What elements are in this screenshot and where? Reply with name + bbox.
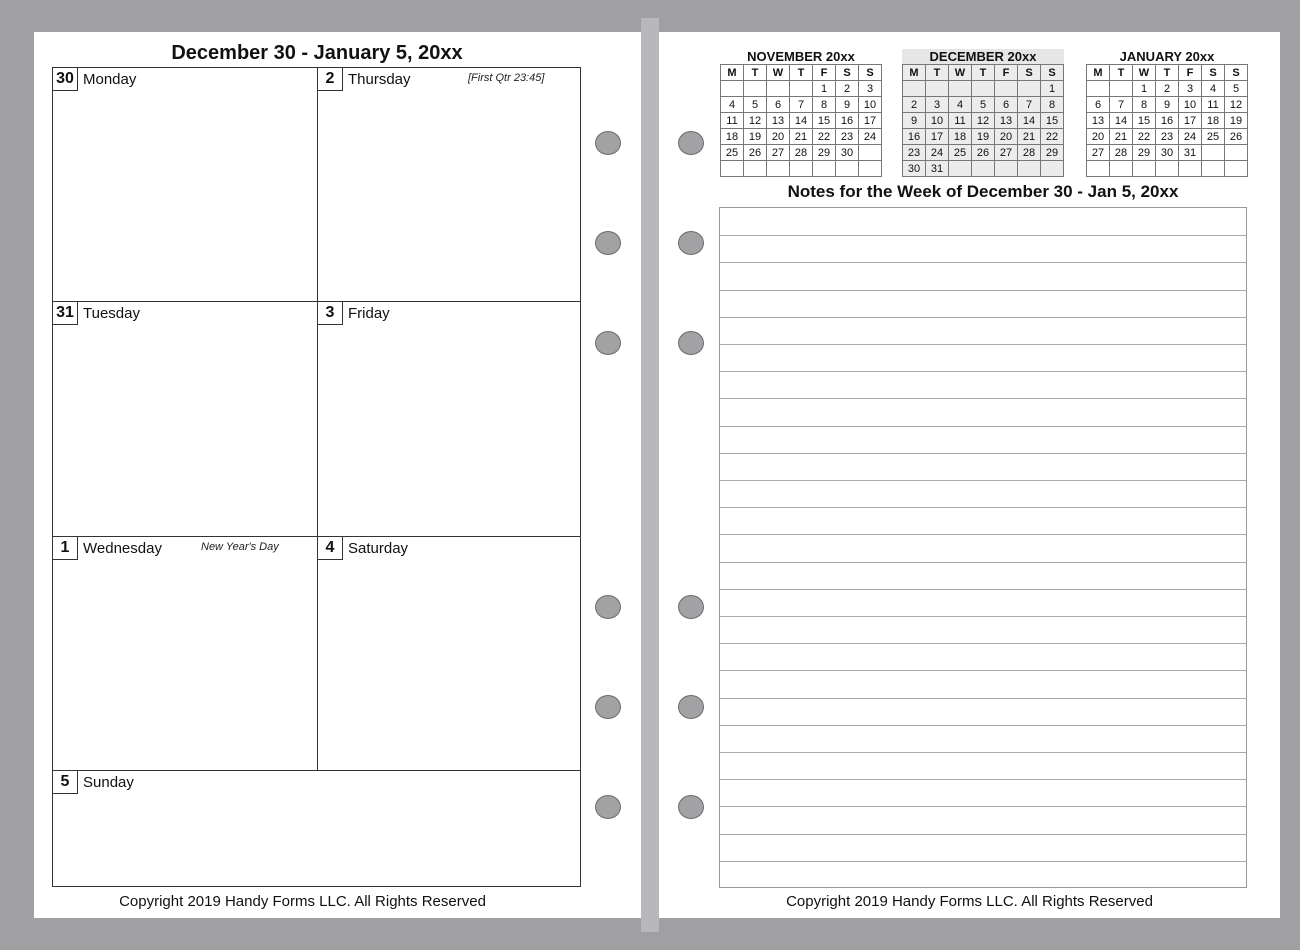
calendar-day[interactable]: 9 xyxy=(836,97,859,113)
ruled-line xyxy=(720,725,1246,726)
calendar-day[interactable]: 15 xyxy=(1133,113,1156,129)
ruled-line xyxy=(720,398,1246,399)
calendar-day[interactable]: 22 xyxy=(1041,129,1064,145)
calendar-day xyxy=(903,81,926,97)
ruled-line xyxy=(720,670,1246,671)
weekday-header: T xyxy=(790,65,813,81)
holiday-note: New Year's Day xyxy=(201,541,279,553)
calendar-day[interactable]: 10 xyxy=(926,113,949,129)
day-cell-monday[interactable] xyxy=(53,68,317,301)
calendar-day[interactable]: 28 xyxy=(790,145,813,161)
calendar-day[interactable]: 2 xyxy=(836,81,859,97)
weekday-header: T xyxy=(1110,65,1133,81)
calendar-day[interactable]: 31 xyxy=(926,161,949,177)
calendar-week-row xyxy=(721,113,882,129)
ruled-line xyxy=(720,344,1246,345)
calendar-week-row xyxy=(721,145,882,161)
ruled-line xyxy=(720,861,1246,862)
notes-lined-area[interactable] xyxy=(719,207,1247,888)
calendar-day[interactable]: 24 xyxy=(926,145,949,161)
calendar-day[interactable]: 14 xyxy=(1110,113,1133,129)
calendar-day xyxy=(1018,81,1041,97)
calendar-day xyxy=(859,161,882,177)
calendar-week-row xyxy=(903,97,1064,113)
calendar-day[interactable]: 5 xyxy=(972,97,995,113)
calendar-day[interactable]: 24 xyxy=(1179,129,1202,145)
calendar-day[interactable]: 29 xyxy=(1133,145,1156,161)
ruled-line xyxy=(720,426,1246,427)
mini-calendar-december xyxy=(902,49,1064,177)
calendar-day[interactable]: 12 xyxy=(744,113,767,129)
calendar-week-row xyxy=(903,129,1064,145)
calendar-day[interactable]: 1 xyxy=(1041,81,1064,97)
calendar-day xyxy=(744,161,767,177)
calendar-day[interactable]: 18 xyxy=(949,129,972,145)
calendar-grid xyxy=(902,64,1064,177)
week-title: December 30 - January 5, 20xx xyxy=(171,42,463,64)
ruled-line xyxy=(720,507,1246,508)
weekday-header: S xyxy=(836,65,859,81)
ruled-line xyxy=(720,371,1246,372)
calendar-day[interactable]: 28 xyxy=(1110,145,1133,161)
ruled-line xyxy=(720,643,1246,644)
calendar-day[interactable]: 16 xyxy=(836,113,859,129)
binder-hole-icon xyxy=(678,231,704,255)
day-name: Monday xyxy=(83,71,137,88)
calendar-day[interactable]: 16 xyxy=(1156,113,1179,129)
calendar-day[interactable]: 14 xyxy=(790,113,813,129)
weekday-header: W xyxy=(767,65,790,81)
calendar-day xyxy=(1087,161,1110,177)
ruled-line xyxy=(720,480,1246,481)
day-number: 2 xyxy=(318,68,343,91)
calendar-day xyxy=(1133,161,1156,177)
day-number: 30 xyxy=(53,68,78,91)
weekday-header: S xyxy=(1018,65,1041,81)
calendar-day xyxy=(790,81,813,97)
calendar-day xyxy=(813,161,836,177)
calendar-day[interactable]: 1 xyxy=(813,81,836,97)
calendar-day[interactable]: 21 xyxy=(1018,129,1041,145)
calendar-week-row xyxy=(903,145,1064,161)
calendar-day[interactable]: 4 xyxy=(949,97,972,113)
calendar-day[interactable]: 11 xyxy=(1202,97,1225,113)
ruled-line xyxy=(720,453,1246,454)
ruled-line xyxy=(720,806,1246,807)
binder-hole-icon xyxy=(678,595,704,619)
calendar-day[interactable]: 3 xyxy=(859,81,882,97)
day-cell-wednesday[interactable] xyxy=(53,537,317,770)
day-name: Friday xyxy=(348,305,390,322)
calendar-day[interactable]: 30 xyxy=(903,161,926,177)
copyright-footer: Copyright 2019 Handy Forms LLC. All Rights Reserved xyxy=(119,893,486,910)
calendar-day[interactable]: 10 xyxy=(859,97,882,113)
ruled-line xyxy=(720,698,1246,699)
calendar-day[interactable]: 10 xyxy=(1179,97,1202,113)
calendar-day[interactable]: 25 xyxy=(949,145,972,161)
calendar-weekday-row xyxy=(1087,65,1248,81)
calendar-day[interactable]: 12 xyxy=(972,113,995,129)
calendar-week-row xyxy=(1087,97,1248,113)
calendar-day[interactable]: 6 xyxy=(767,97,790,113)
calendar-day[interactable]: 8 xyxy=(1133,97,1156,113)
calendar-day xyxy=(1225,161,1248,177)
calendar-day xyxy=(767,81,790,97)
calendar-day[interactable]: 22 xyxy=(1133,129,1156,145)
calendar-day[interactable]: 26 xyxy=(744,145,767,161)
weekday-header: M xyxy=(1087,65,1110,81)
calendar-day xyxy=(1202,145,1225,161)
binder-hole-icon xyxy=(595,795,621,819)
mini-calendar-november xyxy=(720,49,882,177)
calendar-day[interactable]: 20 xyxy=(1087,129,1110,145)
calendar-day xyxy=(972,161,995,177)
calendar-day xyxy=(995,161,1018,177)
day-number: 3 xyxy=(318,302,343,325)
day-name: Tuesday xyxy=(83,305,140,322)
calendar-day[interactable]: 8 xyxy=(813,97,836,113)
weekday-header: S xyxy=(859,65,882,81)
binder-hole-icon xyxy=(595,331,621,355)
calendar-day[interactable]: 30 xyxy=(836,145,859,161)
day-name: Saturday xyxy=(348,540,409,557)
calendar-day xyxy=(949,81,972,97)
calendar-day[interactable]: 17 xyxy=(926,129,949,145)
weekday-header: F xyxy=(995,65,1018,81)
calendar-day[interactable]: 19 xyxy=(972,129,995,145)
calendar-week-row xyxy=(1087,129,1248,145)
binder-hole-icon xyxy=(595,695,621,719)
calendar-week-row xyxy=(721,161,882,177)
calendar-day[interactable]: 13 xyxy=(995,113,1018,129)
calendar-day[interactable]: 29 xyxy=(1041,145,1064,161)
calendar-day[interactable]: 17 xyxy=(859,113,882,129)
calendar-day xyxy=(949,161,972,177)
calendar-day[interactable]: 19 xyxy=(1225,113,1248,129)
weekday-header: M xyxy=(903,65,926,81)
calendar-day xyxy=(836,161,859,177)
calendar-day[interactable]: 3 xyxy=(926,97,949,113)
ruled-line xyxy=(720,317,1246,318)
calendar-day[interactable]: 2 xyxy=(903,97,926,113)
calendar-day xyxy=(859,145,882,161)
calendar-week-row xyxy=(903,161,1064,177)
binder-hole-icon xyxy=(678,795,704,819)
calendar-day[interactable]: 22 xyxy=(813,129,836,145)
day-grid xyxy=(52,67,581,887)
ruled-line xyxy=(720,752,1246,753)
ruled-line xyxy=(720,779,1246,780)
weekday-header: T xyxy=(972,65,995,81)
calendar-grid xyxy=(1086,64,1248,177)
calendar-month-title: JANUARY 20xx xyxy=(1119,49,1215,64)
calendar-day[interactable]: 20 xyxy=(995,129,1018,145)
calendar-day[interactable]: 26 xyxy=(972,145,995,161)
calendar-day[interactable]: 19 xyxy=(744,129,767,145)
calendar-week-row xyxy=(1087,161,1248,177)
calendar-day[interactable]: 18 xyxy=(1202,113,1225,129)
calendar-day[interactable]: 24 xyxy=(859,129,882,145)
calendar-day[interactable]: 12 xyxy=(1225,97,1248,113)
ruled-line xyxy=(720,616,1246,617)
calendar-day[interactable]: 30 xyxy=(1156,145,1179,161)
calendar-day[interactable]: 31 xyxy=(1179,145,1202,161)
day-number: 4 xyxy=(318,537,343,560)
mini-calendar-january xyxy=(1086,49,1248,177)
ruled-line xyxy=(720,290,1246,291)
calendar-day xyxy=(1225,145,1248,161)
binder-hole-icon xyxy=(678,695,704,719)
calendar-day[interactable]: 7 xyxy=(790,97,813,113)
calendar-weekday-row xyxy=(721,65,882,81)
calendar-week-row xyxy=(903,113,1064,129)
day-name: Wednesday xyxy=(83,540,162,557)
calendar-day[interactable]: 9 xyxy=(1156,97,1179,113)
calendar-day[interactable]: 27 xyxy=(995,145,1018,161)
calendar-day[interactable]: 1 xyxy=(1133,81,1156,97)
ruled-line xyxy=(720,834,1246,835)
calendar-day[interactable]: 3 xyxy=(1179,81,1202,97)
calendar-day[interactable]: 26 xyxy=(1225,129,1248,145)
day-number: 1 xyxy=(53,537,78,560)
calendar-day xyxy=(972,81,995,97)
day-cell-tuesday[interactable] xyxy=(53,302,317,536)
calendar-day[interactable]: 9 xyxy=(903,113,926,129)
calendar-day[interactable]: 14 xyxy=(1018,113,1041,129)
calendar-day xyxy=(744,81,767,97)
weekday-header: T xyxy=(744,65,767,81)
binder-hole-icon xyxy=(678,331,704,355)
calendar-day xyxy=(790,161,813,177)
calendar-day xyxy=(1018,161,1041,177)
calendar-day xyxy=(995,81,1018,97)
weekday-header: S xyxy=(1041,65,1064,81)
calendar-day[interactable]: 25 xyxy=(721,145,744,161)
day-number: 5 xyxy=(53,771,78,794)
calendar-week-row xyxy=(721,81,882,97)
calendar-day[interactable]: 5 xyxy=(1225,81,1248,97)
calendar-day[interactable]: 27 xyxy=(1087,145,1110,161)
day-cell-sunday[interactable] xyxy=(53,771,581,886)
calendar-month-title: NOVEMBER 20xx xyxy=(747,49,855,64)
calendar-day xyxy=(1041,161,1064,177)
weekly-planner-page xyxy=(34,32,641,918)
calendar-day xyxy=(767,161,790,177)
binder-gutter xyxy=(641,18,659,932)
calendar-day[interactable]: 17 xyxy=(1179,113,1202,129)
ruled-line xyxy=(720,562,1246,563)
day-name: Sunday xyxy=(83,774,134,791)
calendar-week-row xyxy=(721,97,882,113)
calendar-day xyxy=(1202,161,1225,177)
calendar-day[interactable]: 6 xyxy=(995,97,1018,113)
calendar-day[interactable]: 13 xyxy=(1087,113,1110,129)
day-name: Thursday xyxy=(348,71,411,88)
calendar-day[interactable]: 7 xyxy=(1110,97,1133,113)
calendar-grid xyxy=(720,64,882,177)
calendar-day[interactable]: 8 xyxy=(1041,97,1064,113)
ruled-line xyxy=(720,589,1246,590)
calendar-week-row xyxy=(1087,81,1248,97)
binder-hole-icon xyxy=(595,231,621,255)
calendar-week-row xyxy=(1087,145,1248,161)
calendar-week-row xyxy=(903,81,1064,97)
calendar-day[interactable]: 21 xyxy=(790,129,813,145)
calendar-day[interactable]: 29 xyxy=(813,145,836,161)
ruled-line xyxy=(720,534,1246,535)
notes-title: Notes for the Week of December 30 - Jan 5, 20xx xyxy=(787,182,1179,201)
day-cell-saturday[interactable] xyxy=(318,537,581,770)
weekday-header: S xyxy=(1202,65,1225,81)
calendar-day xyxy=(926,81,949,97)
calendar-month-title: DECEMBER 20xx xyxy=(902,49,1064,64)
calendar-day[interactable]: 15 xyxy=(813,113,836,129)
calendar-day[interactable]: 11 xyxy=(721,113,744,129)
ruled-line xyxy=(720,262,1246,263)
calendar-day xyxy=(1110,81,1133,97)
calendar-day xyxy=(1179,161,1202,177)
calendar-day[interactable]: 21 xyxy=(1110,129,1133,145)
calendar-day[interactable]: 4 xyxy=(1202,81,1225,97)
day-number: 31 xyxy=(53,302,78,325)
ruled-line xyxy=(720,235,1246,236)
calendar-weekday-row xyxy=(903,65,1064,81)
calendar-day xyxy=(1110,161,1133,177)
calendar-day[interactable]: 13 xyxy=(767,113,790,129)
weekday-header: S xyxy=(1225,65,1248,81)
calendar-day[interactable]: 11 xyxy=(949,113,972,129)
moon-phase-note: [First Qtr 23:45] xyxy=(468,72,545,84)
calendar-day[interactable]: 7 xyxy=(1018,97,1041,113)
weekday-header: T xyxy=(926,65,949,81)
calendar-day xyxy=(1087,81,1110,97)
calendar-day[interactable]: 20 xyxy=(767,129,790,145)
calendar-day[interactable]: 6 xyxy=(1087,97,1110,113)
calendar-day[interactable]: 16 xyxy=(903,129,926,145)
calendar-day[interactable]: 28 xyxy=(1018,145,1041,161)
calendar-day xyxy=(721,161,744,177)
weekday-header: F xyxy=(1179,65,1202,81)
day-cell-friday[interactable] xyxy=(318,302,581,536)
binder-hole-icon xyxy=(595,595,621,619)
calendar-day[interactable]: 25 xyxy=(1202,129,1225,145)
calendar-day[interactable]: 27 xyxy=(767,145,790,161)
weekday-header: T xyxy=(1156,65,1179,81)
calendar-day[interactable]: 18 xyxy=(721,129,744,145)
calendar-day[interactable]: 23 xyxy=(836,129,859,145)
calendar-week-row xyxy=(721,129,882,145)
calendar-day[interactable]: 23 xyxy=(1156,129,1179,145)
notes-page xyxy=(659,32,1280,918)
calendar-day[interactable]: 5 xyxy=(744,97,767,113)
weekday-header: F xyxy=(813,65,836,81)
day-cell-thursday[interactable] xyxy=(318,68,581,301)
weekday-header: M xyxy=(721,65,744,81)
weekday-header: W xyxy=(1133,65,1156,81)
calendar-day[interactable]: 15 xyxy=(1041,113,1064,129)
calendar-day[interactable]: 2 xyxy=(1156,81,1179,97)
calendar-week-row xyxy=(1087,113,1248,129)
weekday-header: W xyxy=(949,65,972,81)
calendar-day xyxy=(721,81,744,97)
copyright-footer: Copyright 2019 Handy Forms LLC. All Rights Reserved xyxy=(786,893,1153,910)
calendar-day[interactable]: 4 xyxy=(721,97,744,113)
binder-hole-icon xyxy=(678,131,704,155)
calendar-day xyxy=(1156,161,1179,177)
calendar-day[interactable]: 23 xyxy=(903,145,926,161)
binder-hole-icon xyxy=(595,131,621,155)
